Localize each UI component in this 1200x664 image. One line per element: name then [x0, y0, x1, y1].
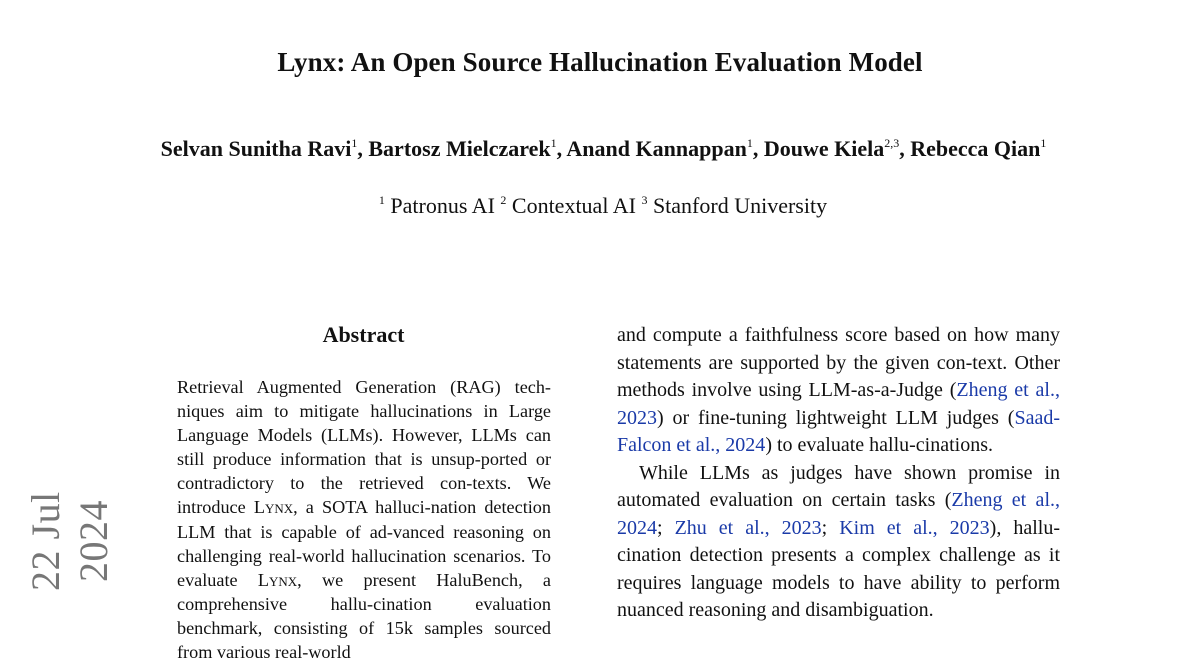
- body-paragraph: [617, 322, 1060, 460]
- body-text: ) to evaluate hallu-cinations.: [765, 434, 994, 456]
- citation-separator: ;: [657, 516, 675, 539]
- abstract-text-segment: , a SOTA halluci-nation detection LLM that is capable of ad-vanced reasoning on challenging real-world hallucination scenarios. To evaluate: [177, 497, 551, 590]
- affiliation-name: Contextual AI: [511, 193, 636, 218]
- body-text: ), hallu-cination detection presents a complex challenge as it requires language models to have ability to perform nuanced reasoning and disambiguation.: [617, 516, 1060, 621]
- citation-link[interactable]: Kim et al., 2023: [839, 516, 990, 539]
- author-list: Selvan Sunitha Ravi$^1$, Bartosz Mielczarek$^1$, Anand Kannappan$^1$, Douwe Kiela$^{2,3}$, Rebecca Qian$^1$: [160, 136, 1047, 161]
- author-affiliation-mark: 1: [746, 136, 753, 150]
- affiliation-list: [0, 193, 1200, 219]
- author-affiliation-mark: 1: [351, 136, 358, 150]
- body-text: ) or fine-tuning lightweight LLM judges (: [657, 406, 1015, 429]
- author-name: Rebecca Qian: [910, 136, 1041, 161]
- affiliation-name: Patronus AI: [390, 193, 495, 218]
- arxiv-date-stamp: 22 Jul 2024: [23, 491, 116, 591]
- citation-separator: ;: [821, 516, 840, 539]
- author-affiliation-mark: 2,3: [884, 136, 900, 150]
- abstract-text-segment: Retrieval Augmented Generation (RAG) tech-niques aim to mitigate hallucinations in Large Language Models (LLMs). However, LLMs can still produce information that is unsup-ported or contradictory to the retrieved con-texts. We introduce: [177, 377, 551, 518]
- model-name: Lynx: [257, 569, 298, 590]
- affiliation-number: 2: [500, 193, 507, 207]
- paper-title: Lynx: An Open Source Hallucination Evaluation Model: [277, 47, 923, 77]
- affiliation-name: Stanford University: [652, 193, 828, 218]
- author-name: Anand Kannappan: [566, 136, 747, 161]
- body-paragraph: [617, 460, 1060, 625]
- author-name: Bartosz Mielczarek: [368, 136, 551, 161]
- citation-link[interactable]: Zheng et al., 2023: [617, 379, 1060, 429]
- author-affiliation-mark: 1: [550, 136, 557, 150]
- abstract-text: [177, 375, 551, 664]
- body-column-right: [617, 322, 1060, 625]
- model-name: Lynx: [253, 497, 294, 518]
- abstract-text-segment: , we present HaluBench, a comprehensive hallu-cination evaluation benchmark, consisting of 15k samples sourced from various real-world: [177, 569, 551, 663]
- affiliation-number: 1: [378, 193, 385, 207]
- citation-link[interactable]: Saad-Falcon et al., 2024: [617, 406, 1060, 456]
- author-name: Douwe Kiela: [763, 136, 885, 161]
- abstract-heading: Abstract: [322, 322, 405, 347]
- author-affiliation-mark: 1: [1040, 136, 1047, 150]
- author-name: Selvan Sunitha Ravi: [160, 136, 352, 161]
- citation-link[interactable]: Zheng et al., 2024: [617, 489, 1060, 539]
- body-text: and compute a faithfulness score based on how many statements are supported by the given con-text. Other methods involve using LLM-as-a-Judge (: [617, 324, 1060, 401]
- body-text: While LLMs as judges have shown promise in automated evaluation on certain tasks (: [617, 461, 1060, 511]
- affiliation-number: 3: [641, 193, 648, 207]
- citation-link[interactable]: Zhu et al., 2023: [674, 516, 822, 539]
